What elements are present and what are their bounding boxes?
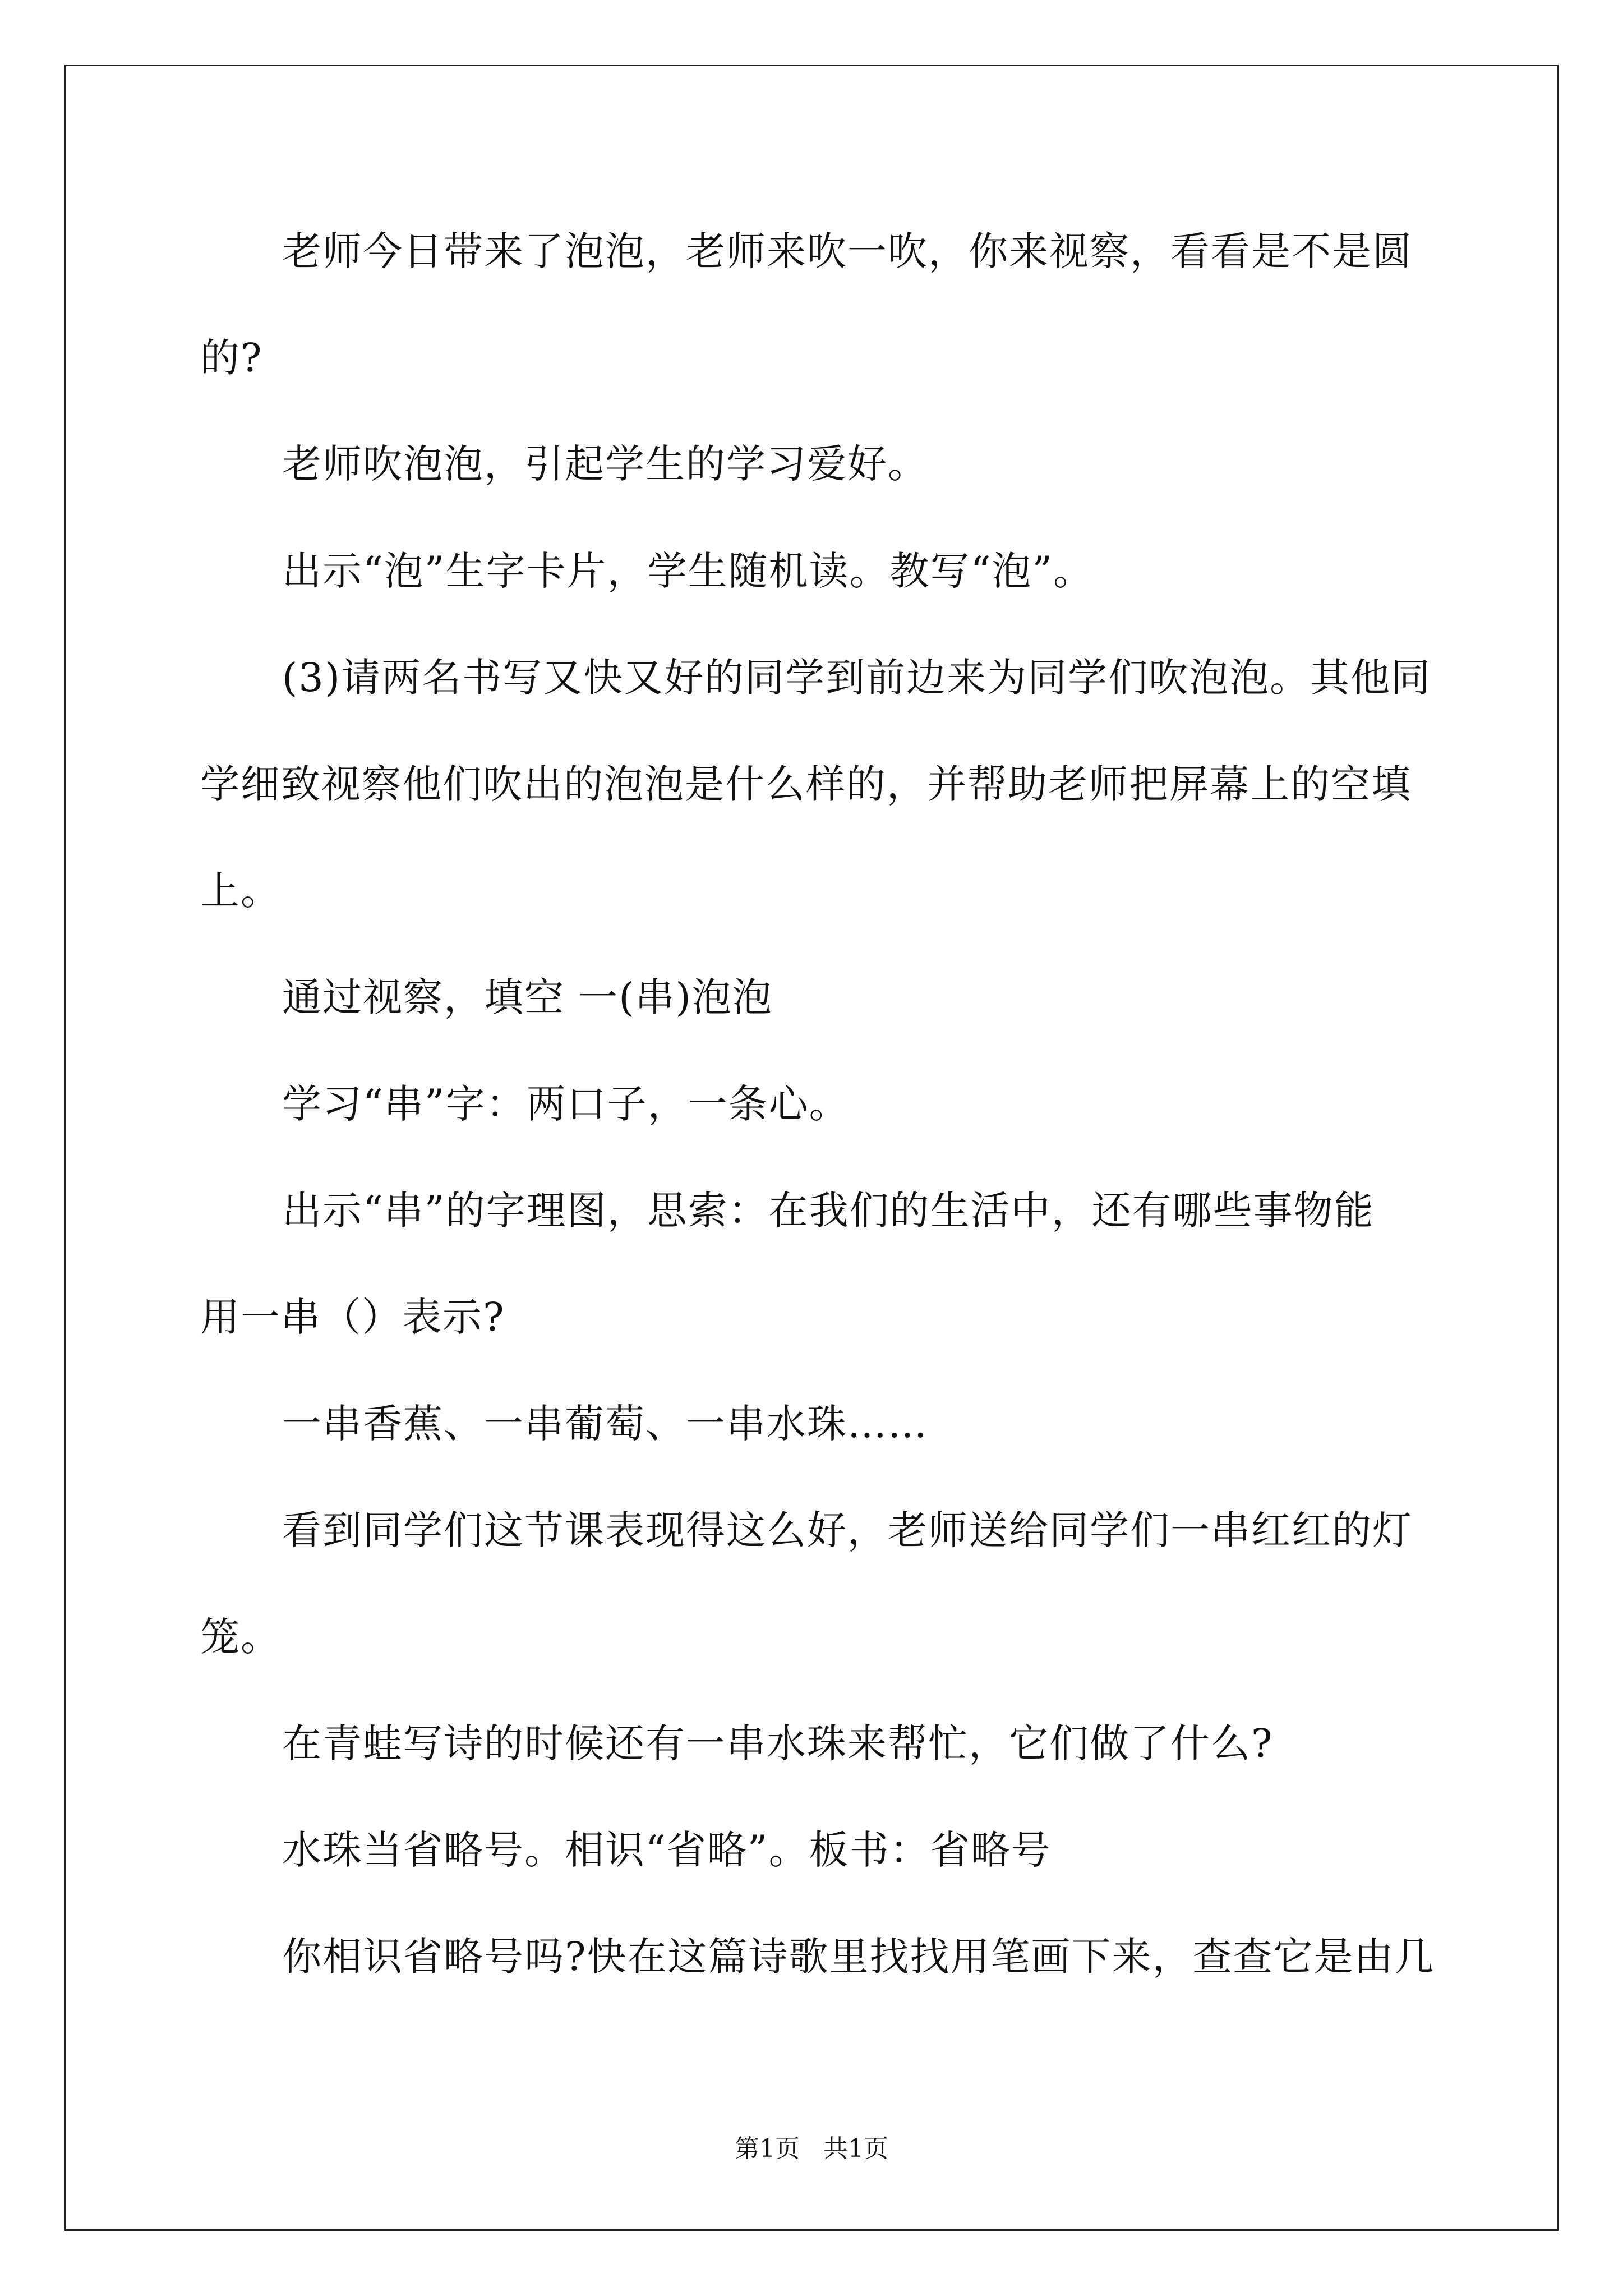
paragraph-line: 学细致视察他们吹出的泡泡是什么样的，并帮助老师把屏幕上的空填 [200,761,1412,807]
paragraph-line: 水珠当省略号。相识“省略”。板书：省略号 [282,1827,1052,1873]
paragraph-line: 的? [200,335,263,381]
paragraph-line: 学习“串”字：两口子，一条心。 [282,1081,850,1127]
paragraph-line: 在青蛙写诗的时候还有一串水珠来帮忙，它们做了什么? [282,1720,1274,1766]
paragraph-line: 出示“泡”生字卡片，学生随机读。教写“泡”。 [282,548,1094,594]
page-border [64,65,1559,2231]
page-number-total: 共1页 [823,2134,888,2163]
paragraph-line: 你相识省略号吗?快在这篇诗歌里找找用笔画下来，查查它是由几 [282,1934,1435,1980]
paragraph-line: 上。 [200,868,281,914]
paragraph-line: 老师今日带来了泡泡，老师来吹一吹，你来视察，看看是不是圆 [282,228,1413,274]
paragraph-line: 出示“串”的字理图，思索：在我们的生活中，还有哪些事物能 [282,1188,1375,1234]
paragraph-line: 一串香蕉、一串葡萄、一串水珠…… [282,1401,928,1447]
paragraph-line: (3)请两名书写又快又好的同学到前边来为同学们吹泡泡。其他同 [282,655,1432,701]
paragraph-line: 看到同学们这节课表现得这么好，老师送给同学们一串红红的灯 [282,1507,1413,1553]
paragraph-line: 用一串（）表示? [200,1294,505,1340]
page-footer [0,2135,1623,2163]
paragraph-line: 老师吹泡泡，引起学生的学习爱好。 [282,441,928,487]
paragraph-line: 通过视察，填空 一(串)泡泡 [282,974,773,1020]
paragraph-line: 笼。 [200,1614,281,1660]
page-number-current: 第1页 [735,2134,800,2163]
